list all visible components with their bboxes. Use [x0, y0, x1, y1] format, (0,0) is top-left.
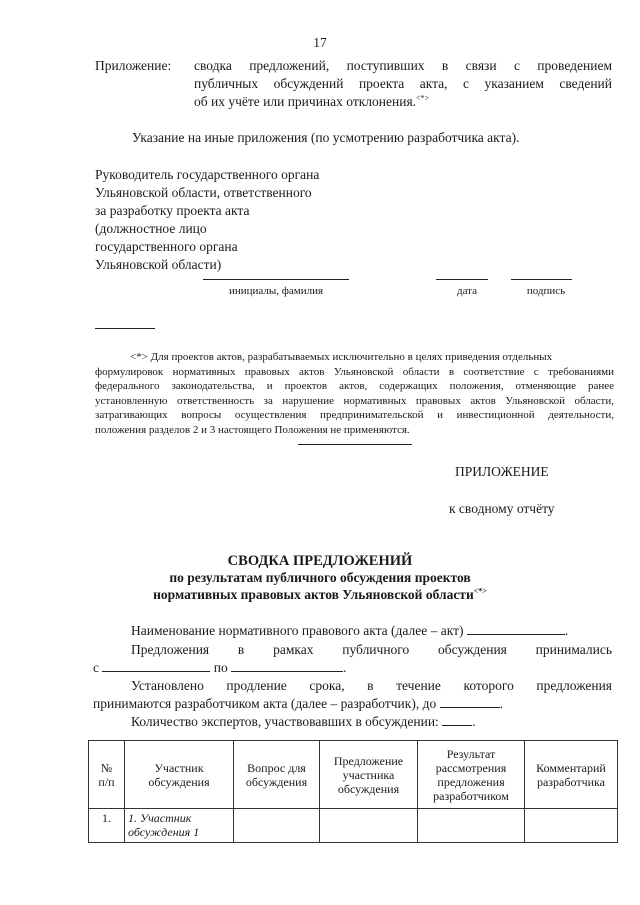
- appendix-subtitle: к сводному отчёту: [449, 501, 555, 516]
- signatory-line-4: (должностное лицо: [95, 221, 207, 236]
- initials-caption: инициалы, фамилия: [228, 285, 324, 297]
- footnote-line-5: затрагивающих вопросы осуществления предпринимательской и инвестиционной деятельности,: [95, 409, 614, 421]
- footnote-line-6: положения разделов 2 и 3 настоящего Положения не применяются.: [95, 423, 410, 436]
- header-result: Результат рассмотрения предложения разработчиком: [418, 741, 525, 809]
- attachment-note-mark: <*>: [416, 93, 430, 103]
- attachment-line-1: сводка предложений, поступивших в связи с проведением: [194, 58, 612, 73]
- attachment-line-3-text: об их учёте или причинах отклонения.: [194, 94, 417, 109]
- summary-heading: СВОДКА ПРЕДЛОЖЕНИЙ: [227, 553, 413, 569]
- attachment-line-3: [194, 93, 429, 111]
- initials-line: [203, 279, 349, 280]
- extension-line-2: принимаются разработчиком акта (далее – разработчик), до .: [93, 696, 503, 711]
- signature-line: [511, 279, 572, 280]
- header-question: Вопрос для обсуждения: [234, 741, 320, 809]
- footnote-separator: [95, 328, 155, 329]
- footnote-line-4: установленную ответственность за нарушение нормативных правовых актов Ульяновской области,: [95, 394, 614, 407]
- date-caption: дата: [456, 285, 478, 297]
- proposals-table: [88, 740, 618, 843]
- header-comment: Комментарий разработчика: [525, 741, 618, 809]
- row-result: [418, 809, 525, 843]
- row-proposal: [320, 809, 418, 843]
- to-date-blank[interactable]: [231, 659, 343, 672]
- act-name-blank[interactable]: [467, 622, 565, 635]
- row-participant: 1. Участник обсуждения 1: [125, 809, 234, 843]
- attachment-label: Приложение:: [95, 58, 172, 73]
- row-number: 1.: [89, 809, 125, 843]
- signatory-line-6: Ульяновской области): [95, 257, 222, 272]
- act-name-label: Наименование нормативного правового акта (далее – акт): [131, 623, 464, 638]
- footnote-line-3: федерального законодательства, и проектов актов, содержащих положения, отменяющие ранее: [95, 380, 614, 392]
- from-date-blank[interactable]: [102, 659, 210, 672]
- signature-caption: подпись: [526, 285, 566, 297]
- header-number: № п/п: [89, 741, 125, 809]
- act-name-line: Наименование нормативного правового акта (далее – акт) .: [131, 623, 569, 638]
- proposals-line: Предложения в рамках публичного обсуждения принимались: [131, 642, 612, 657]
- table-row: [89, 809, 618, 843]
- summary-subheading-2-text: нормативных правовых актов Ульяновской области: [153, 587, 474, 602]
- signatory-line-5: государственного органа: [95, 239, 238, 254]
- row-question: [234, 809, 320, 843]
- experts-count-line: Количество экспертов, участвовавших в обсуждении: .: [131, 714, 476, 729]
- footnote-line-1: <*> Для проектов актов, разрабатываемых исключительно в целях приведения отдельных: [130, 351, 553, 363]
- attachment-line-2: публичных обсуждений проекта акта, с указанием сведений: [194, 76, 612, 91]
- table-header-row: [89, 741, 618, 809]
- summary-subheading-2: [0, 586, 640, 604]
- header-proposal: Предложение участника обсуждения: [320, 741, 418, 809]
- extension-line-2-text: принимаются разработчиком акта (далее – разработчик), до: [93, 696, 437, 711]
- section-divider: [298, 444, 412, 445]
- date-line: [436, 279, 488, 280]
- summary-subheading-1: по результатам публичного обсуждения проектов: [169, 570, 471, 585]
- to-label: по: [213, 660, 228, 675]
- proposals-dates-line: с по .: [93, 660, 347, 675]
- experts-count-blank[interactable]: [442, 713, 472, 726]
- from-label: с: [93, 660, 99, 675]
- signatory-line-3: за разработку проекта акта: [95, 203, 250, 218]
- extension-line-1: Установлено продление срока, в течение которого предложения: [131, 678, 612, 693]
- extension-date-blank[interactable]: [440, 695, 500, 708]
- signatory-line-1: Руководитель государственного органа: [95, 167, 320, 182]
- footnote-line-2: формулировок нормативных правовых актов Ульяновской области в соответствие с требованиями: [95, 365, 614, 378]
- other-attachments: Указание на иные приложения (по усмотрению разработчика акта).: [132, 130, 520, 145]
- appendix-title: ПРИЛОЖЕНИЕ: [455, 464, 549, 479]
- summary-heading-mark: <*>: [473, 586, 487, 596]
- page-number: 17: [313, 35, 327, 50]
- row-comment: [525, 809, 618, 843]
- signatory-line-2: Ульяновской области, ответственного: [95, 185, 312, 200]
- header-participant: Участник обсуждения: [125, 741, 234, 809]
- experts-count-label: Количество экспертов, участвовавших в обсуждении:: [131, 714, 439, 729]
